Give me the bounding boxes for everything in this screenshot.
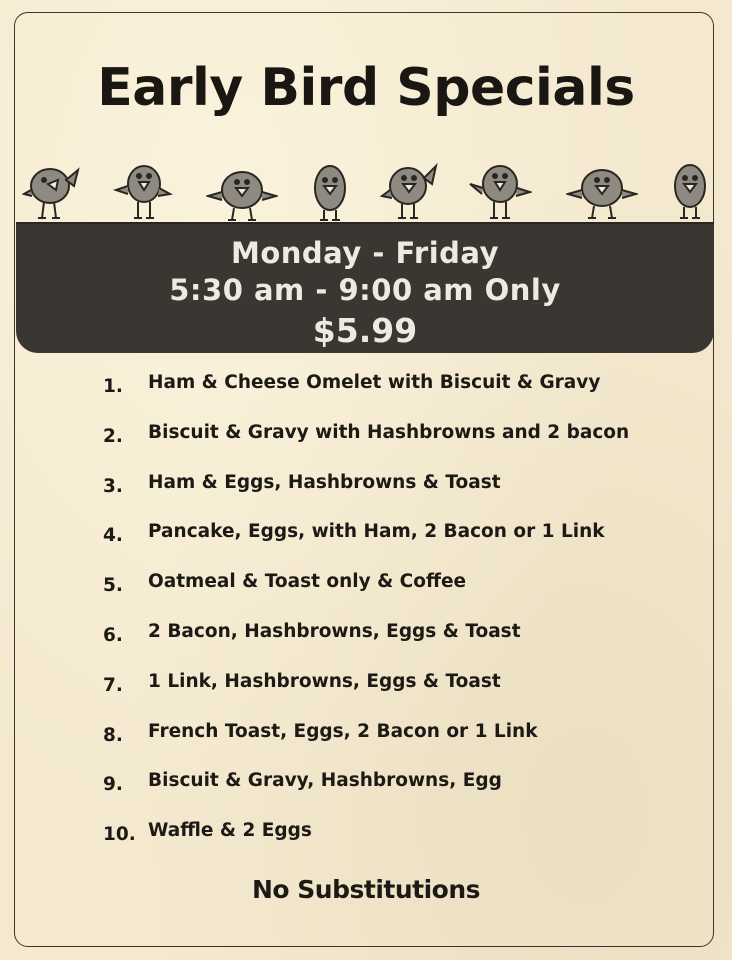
- item-number: 9.: [103, 774, 123, 796]
- list-item: [0, 816, 732, 866]
- banner-price: $5.99: [312, 311, 418, 350]
- bird-icon: [112, 160, 174, 226]
- list-item: [0, 567, 732, 617]
- item-text: Biscuit & Gravy with Hashbrowns and 2 bacon: [148, 421, 630, 443]
- bird-icon: [670, 160, 710, 226]
- banner-days: Monday - Friday: [230, 236, 500, 270]
- page-title: Early Bird Specials: [97, 58, 635, 118]
- item-text: French Toast, Eggs, 2 Bacon or 1 Link: [148, 720, 538, 742]
- item-number: 4.: [103, 525, 123, 547]
- item-number: 3.: [103, 475, 123, 497]
- bird-row: [20, 160, 712, 226]
- item-number: 5.: [103, 575, 123, 597]
- item-text: Waffle & 2 Eggs: [148, 820, 312, 842]
- item-number: 7.: [103, 674, 123, 696]
- bird-icon: [378, 160, 440, 226]
- list-item: [0, 368, 732, 418]
- footer-note: No Substitutions: [251, 875, 481, 904]
- item-text: 2 Bacon, Hashbrowns, Eggs & Toast: [148, 620, 521, 642]
- list-item: [0, 766, 732, 816]
- menu-list: [0, 368, 732, 866]
- item-text: Pancake, Eggs, with Ham, 2 Bacon or 1 Link: [148, 521, 605, 543]
- item-text: 1 Link, Hashbrowns, Eggs & Toast: [148, 670, 501, 692]
- list-item: [0, 517, 732, 567]
- bird-icon: [468, 160, 532, 226]
- item-text: Oatmeal & Toast only & Coffee: [148, 571, 467, 593]
- item-number: 6.: [103, 624, 123, 646]
- list-item: [0, 717, 732, 767]
- list-item: [0, 617, 732, 667]
- item-number: 8.: [103, 724, 123, 746]
- item-text: Ham & Cheese Omelet with Biscuit & Gravy: [148, 372, 601, 393]
- item-text: Biscuit & Gravy, Hashbrowns, Egg: [148, 770, 502, 792]
- item-number: 1.: [103, 376, 123, 397]
- list-item: [0, 418, 732, 468]
- bird-icon: [310, 160, 350, 226]
- item-number: 10.: [103, 824, 136, 846]
- list-item: [0, 667, 732, 717]
- banner-hours: 5:30 am - 9:00 am Only: [169, 273, 561, 307]
- bird-icon: [22, 160, 84, 226]
- bird-icon: [566, 160, 638, 226]
- list-item: [0, 468, 732, 518]
- hours-price-banner: [16, 222, 714, 353]
- item-text: Ham & Eggs, Hashbrowns & Toast: [148, 471, 501, 493]
- item-number: 2.: [103, 425, 123, 447]
- bird-icon: [206, 160, 278, 226]
